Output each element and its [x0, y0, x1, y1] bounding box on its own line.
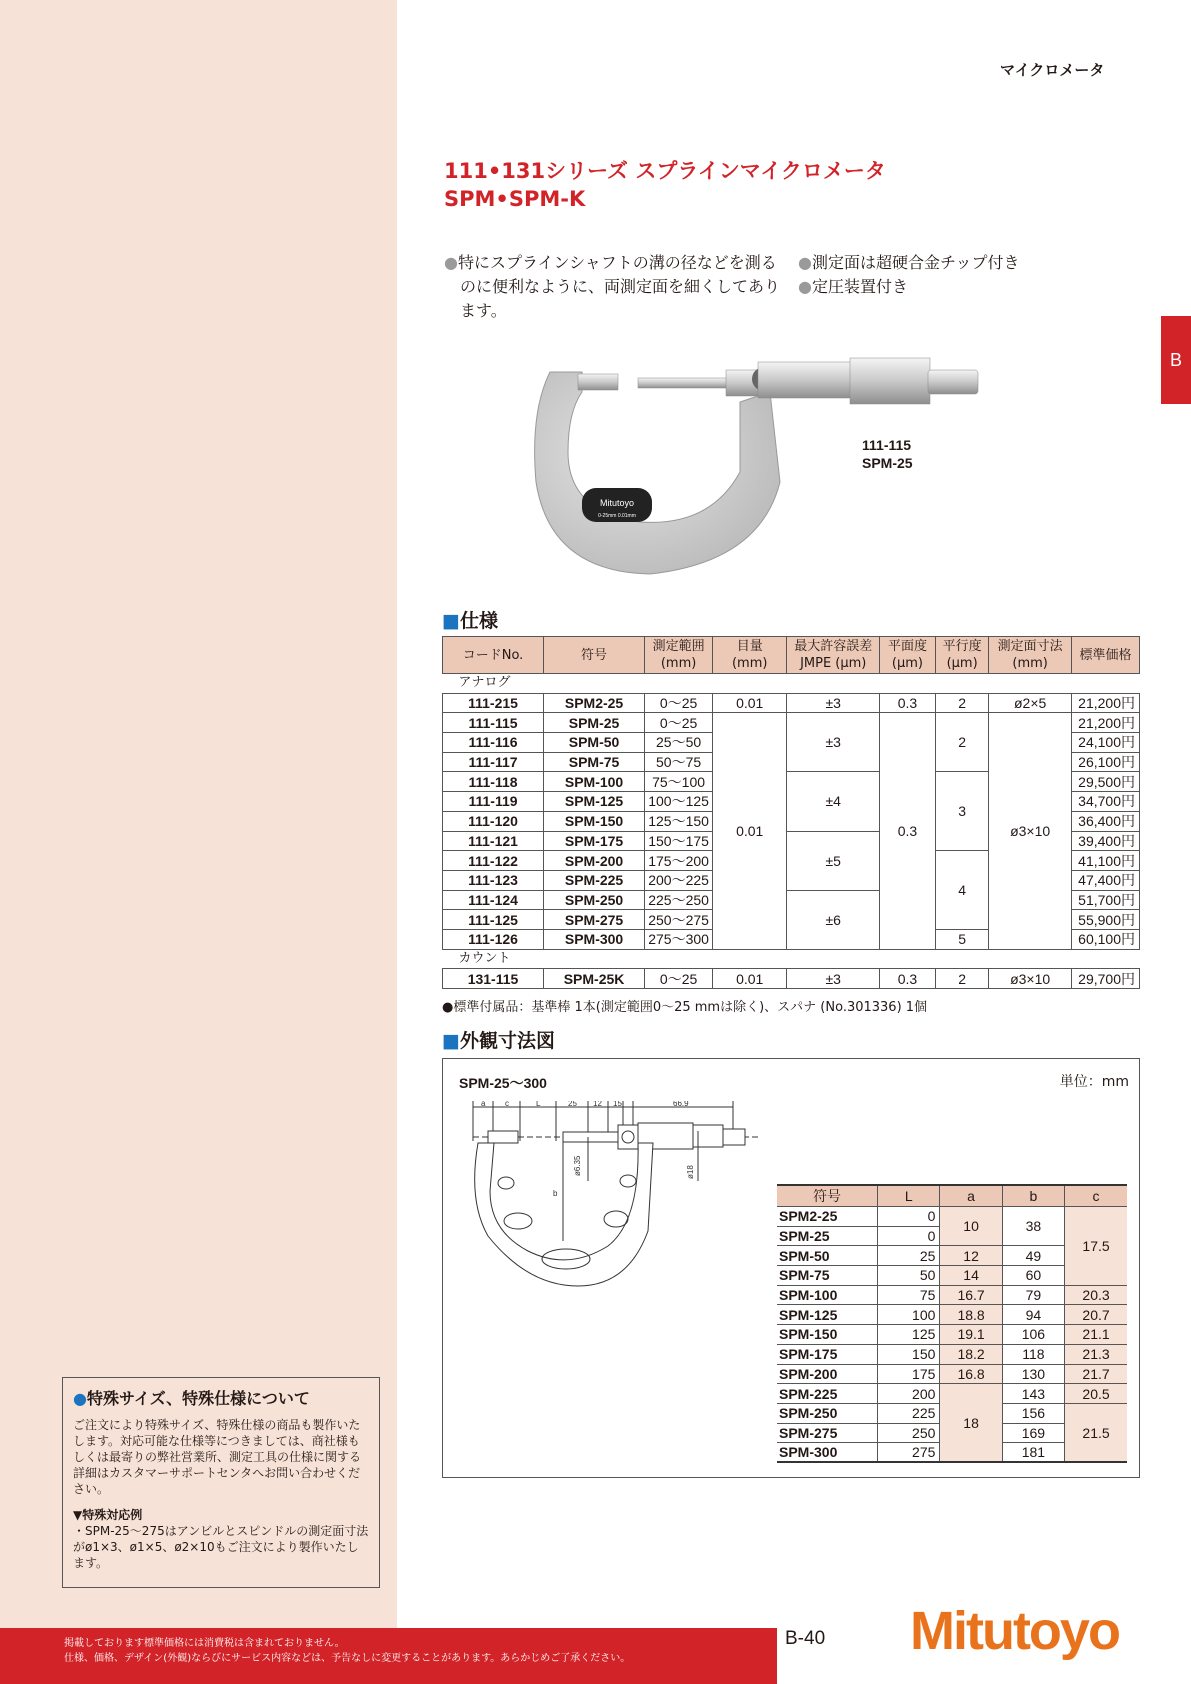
page-number: B-40: [785, 1628, 826, 1649]
micrometer-photo: [530, 352, 1010, 582]
col-code: コードNo.: [443, 637, 544, 674]
spec-table: [442, 636, 1140, 989]
footer-notice: [0, 1628, 777, 1684]
table-row: SPM-300 275 181: [777, 1443, 1127, 1463]
feature-right-2: ●定圧装置付き: [798, 277, 908, 296]
feature-right-1: ●測定面は超硬合金チップ付き: [798, 253, 1020, 272]
bullet-icon: ●: [798, 277, 812, 296]
side-index-tab[interactable]: B: [1161, 316, 1191, 404]
col-price: 標準価格: [1071, 637, 1139, 674]
photo-brand: Mitutoyo: [599, 498, 635, 508]
accessory-note: ●標準付属品：基準棒 1本(測定範囲0〜25 mmは除く)、スパナ (No.301336) 1個: [442, 1000, 928, 1015]
dim-label-15: 15: [613, 1101, 622, 1108]
micrometer-drawing: [468, 1101, 798, 1341]
table-row: 111-119 SPM-125 100〜125 34,700円: [443, 792, 1140, 812]
photo-model: SPM-25: [862, 455, 913, 471]
dimension-table: [777, 1184, 1127, 1463]
bullet-icon: ●: [798, 253, 812, 272]
special-order-box: [62, 1377, 380, 1588]
col-graduation: 目量 (mm): [713, 637, 787, 674]
brand-logo: Mitutoyo: [910, 1601, 1119, 1661]
feature-left-line3: ます。: [460, 301, 507, 320]
table-row: 111-117 SPM-75 50〜75 26,100円: [443, 752, 1140, 772]
group-row: カウント: [443, 949, 1140, 969]
dimension-panel: [442, 1058, 1140, 1478]
dim-label-phi18: ø18: [686, 1165, 695, 1179]
table-row: SPM-100 75 16.7 79 20.3: [777, 1285, 1127, 1305]
square-icon: ■: [442, 1030, 460, 1052]
table-row: SPM-225 200 18 143 20.5: [777, 1384, 1127, 1404]
category-label: マイクロメータ: [1000, 61, 1105, 79]
special-example-title: ▼特殊対応例: [73, 1508, 143, 1522]
table-row: 111-123 SPM-225 200〜225 47,400円: [443, 870, 1140, 890]
feature-left: [444, 251, 784, 323]
table-row: SPM-125 100 18.8 94 20.7: [777, 1305, 1127, 1325]
table-row: SPM-200 175 16.8 130 21.7: [777, 1364, 1127, 1384]
feature-left-line2: のに便利なように、両測定面を細くしてあり: [460, 277, 781, 296]
table-row: 111-122 SPM-200 175〜200 4 41,100円: [443, 851, 1140, 871]
dim-label-b: b: [553, 1189, 558, 1198]
table-row: 111-120 SPM-150 125〜150 36,400円: [443, 811, 1140, 831]
dim-label-L: L: [536, 1101, 541, 1108]
title-line-2: SPM•SPM-K: [444, 187, 586, 211]
dim-label-c: c: [505, 1101, 509, 1108]
table-row: SPM-150 125 19.1 106 21.1: [777, 1325, 1127, 1345]
photo-scale: 0-25mm 0.01mm: [598, 513, 636, 519]
table-row: 111-121 SPM-175 150〜175 ±5 39,400円: [443, 831, 1140, 851]
table-row: SPM-275 250 169: [777, 1423, 1127, 1443]
special-body: ご注文により特殊サイズ、特殊仕様の商品も製作いたします。対応可能な仕様等につきましては、商社様もしくは最寄りの弊社営業所、測定工具の仕様に関する詳細はカスタマーサポートセンタへお問い合わせください。: [73, 1418, 362, 1496]
table-row: 111-116 SPM-50 25〜50 24,100円: [443, 733, 1140, 753]
col-range: 測定範囲 (mm): [645, 637, 713, 674]
col-flatness: 平面度 (μm): [880, 637, 936, 674]
table-row: SPM-25 0: [777, 1226, 1127, 1246]
dim-label-25: 25: [568, 1101, 577, 1108]
col-face-size: 測定面寸法 (mm): [989, 637, 1071, 674]
table-row: SPM2-25 0 10 38 17.5: [777, 1207, 1127, 1227]
footer-note-2: 仕様、価格、デザイン(外観)ならびにサービス内容などは、予告なしに変更することがあります。あらかじめご了承ください。: [64, 1653, 631, 1664]
dim-header-row: 符号 L a b c: [777, 1185, 1127, 1207]
dimension-heading: ■外観寸法図: [442, 1030, 555, 1052]
table-row: 131-115 SPM-25K 0〜25 0.01 ±3 0.3 2 ø3×10 29,700円: [443, 969, 1140, 989]
col-parallelism: 平行度 (μm): [935, 637, 989, 674]
table-row: 111-215 SPM2-25 0〜25 0.01 ±3 0.3 2 ø2×5 21,200円: [443, 693, 1140, 713]
special-title: ●特殊サイズ、特殊仕様について: [73, 1389, 310, 1408]
group-row: アナログ: [443, 674, 1140, 694]
title-line-1: 111•131シリーズ スプラインマイクロメータ: [444, 159, 886, 183]
table-row: 111-115 SPM-25 0〜25 0.01 ±3 0.3 2 ø3×10 21,200円: [443, 713, 1140, 733]
dim-label-a: a: [481, 1101, 486, 1108]
special-example-body: ・SPM-25〜275はアンビルとスピンドルの測定面寸法がø1×3、ø1×5、ø2×10もご注文により製作いたします。: [73, 1524, 369, 1570]
feature-right: [798, 251, 1138, 299]
feature-left-line1: 特にスプラインシャフトの溝の径などを測る: [457, 253, 777, 272]
col-model: 符号: [544, 637, 645, 674]
table-row: 111-124 SPM-250 225〜250 ±6 51,700円: [443, 890, 1140, 910]
bullet-icon: ●: [73, 1389, 87, 1408]
dim-label-669: 66.9: [673, 1101, 689, 1108]
unit-label: 単位：mm: [1059, 1074, 1129, 1090]
dim-label-12: 12: [593, 1101, 602, 1108]
table-row: SPM-175 150 18.2 118 21.3: [777, 1344, 1127, 1364]
dim-label-phi635: ø6.35: [573, 1155, 582, 1176]
col-max-error: 最大許容誤差 JMPE (μm): [787, 637, 880, 674]
spec-heading: ■仕様: [442, 610, 498, 632]
photo-caption: [862, 436, 913, 472]
table-row: SPM-75 50 14 60: [777, 1266, 1127, 1286]
footer-note-1: 掲載しております標準価格には消費税は含まれておりません。: [64, 1638, 345, 1649]
table-row: 111-118 SPM-100 75〜100 ±4 3 29,500円: [443, 772, 1140, 792]
table-row: 111-126 SPM-300 275〜300 5 60,100円: [443, 929, 1140, 949]
square-icon: ■: [442, 610, 460, 632]
page-title: [444, 157, 886, 213]
table-row: 111-125 SPM-275 250〜275 55,900円: [443, 910, 1140, 930]
table-row: SPM-250 225 156 21.5: [777, 1403, 1127, 1423]
spec-header-row: [443, 637, 1140, 674]
table-row: SPM-50 25 12 49: [777, 1246, 1127, 1266]
bullet-icon: ●: [444, 253, 458, 272]
photo-code: 111-115: [862, 437, 912, 453]
dimension-title: SPM-25〜300: [459, 1075, 547, 1091]
